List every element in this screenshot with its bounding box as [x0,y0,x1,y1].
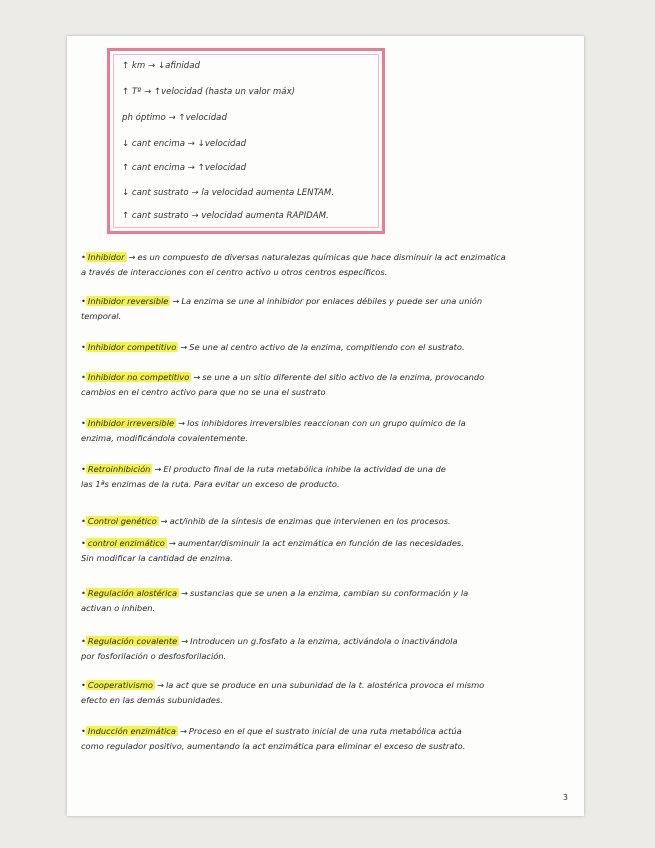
highlighted-term: Inhibidor irreversible [87,418,175,428]
highlighted-term: Control genético [87,516,157,526]
highlighted-term: Inhibidor [87,252,125,262]
highlighted-term: Regulación covalente [87,636,178,646]
note-item: • Inhibidor reversible → La enzima se une al inhibidor por enlaces débiles y puede ser una unión temporal. [81,296,483,321]
note-item: • Regulación covalente → Introducen un g.fosfato a la enzima, activándola o inactivándola por fosforilación o desfosforilación. [81,636,458,661]
note-item: • control enzimático → aumentar/disminuir la act enzimática en función de las necesidades. Sin modificar la cantidad de enzima. [81,538,464,563]
highlighted-term: control enzimático [87,538,165,548]
notebook-page [67,36,584,816]
note-item: • Inhibidor irreversible → los inhibidores irreversibles reaccionan con un grupo químico de la enzima, modificándola covalentemente. [81,418,466,443]
highlighted-term: Retroinhibición [87,464,151,474]
note-item: • Inhibidor → es un compuesto de diversas naturalezas químicas que hace disminuir la act enzimatica a través de interacciones con el centro activo u otros centros específicos. [81,252,506,277]
note-item: • Inhibidor no competitivo → se une a un sitio diferente del sitio activo de la enzima, provocando cambios en el centro activo para que no se una el sustrato [81,372,485,397]
box-line: ↑ cant sustrato → velocidad aumenta RAPIDAM. [122,211,329,221]
note-item: • Retroinhibición → El producto final de la ruta metabólica inhibe la actividad de una de las 1ªs enzimas de la ruta. Para evitar un exceso de producto. [81,464,446,489]
box-line: ph óptimo → ↑velocidad [122,113,227,123]
note-item: • Control genético → act/inhib de la síntesis de enzimas que intervienen en los procesos. [81,516,451,526]
note-item: • Cooperativismo → la act que se produce en una subunidad de la t. alostérica provoca el mismo efecto en las demás subunidades. [81,680,485,705]
box-line: ↑ km → ↓afinidad [122,61,200,71]
highlighted-term: Cooperativismo [87,680,153,690]
note-item: • Inducción enzimática → Proceso en el que el sustrato inicial de una ruta metabólica actúa como regulador positivo, aumentando la act enzimática para eliminar el exceso de sustrato. [81,726,466,751]
page-number: 3 [562,793,568,802]
box-line: ↓ cant encima → ↓velocidad [122,139,247,149]
highlighted-term: Inhibidor competitivo [87,342,177,352]
highlighted-term: Inhibidor no competitivo [87,372,190,382]
highlighted-term: Regulación alostérica [87,588,178,598]
note-item: • Inhibidor competitivo → Se une al centro activo de la enzima, compitiendo con el sustrato. [81,342,465,352]
box-line: ↑ Tº → ↑velocidad (hasta un valor máx) [122,87,296,97]
highlighted-term: Inducción enzimática [87,726,176,736]
summary-box [107,48,385,234]
note-item: • Regulación alostérica → sustancias que se unen a la enzima, cambian su conformación y la activan o inhiben. [81,588,469,613]
box-line: ↑ cant encima → ↑velocidad [122,163,247,173]
box-line: ↓ cant sustrato → la velocidad aumenta LENTAM. [122,188,335,198]
highlighted-term: Inhibidor reversible [87,296,169,306]
